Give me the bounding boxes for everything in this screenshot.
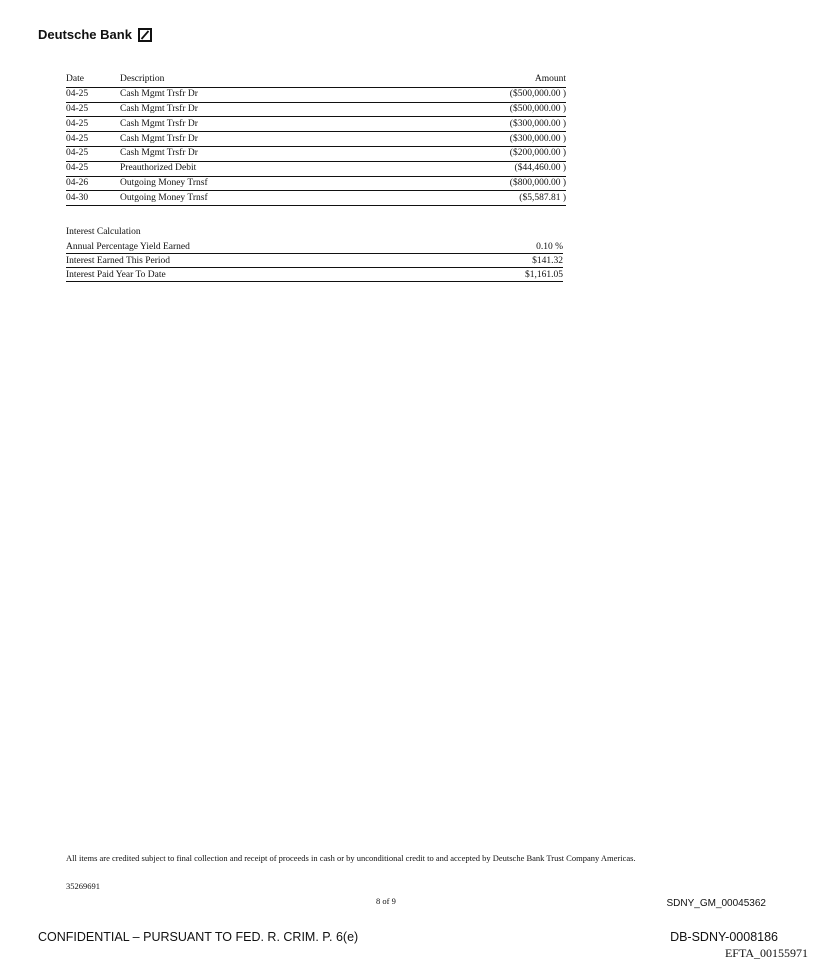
table-row (66, 191, 566, 206)
interest-value: $141.32 (532, 255, 563, 266)
db-document-id: DB-SDNY-0008186 (670, 930, 778, 944)
interest-value: 0.10 % (536, 241, 563, 252)
txn-date: 04-25 (66, 103, 89, 114)
table-row (66, 102, 566, 117)
table-row (66, 117, 566, 132)
txn-date: 04-25 (66, 163, 89, 174)
txn-amount: ($200,000.00 ) (509, 148, 566, 159)
column-header-description: Description (120, 74, 165, 85)
txn-description: Cash Mgmt Trsfr Dr (120, 103, 198, 114)
interest-label: Interest Paid Year To Date (66, 269, 166, 280)
txn-description: Preauthorized Debit (120, 163, 197, 174)
column-header-amount: Amount (534, 74, 566, 85)
txn-date: 04-26 (66, 177, 89, 188)
txn-amount: ($300,000.00 ) (509, 133, 566, 144)
bank-header (38, 27, 152, 42)
txn-description: Outgoing Money Trnsf (120, 192, 208, 203)
txn-amount: ($800,000.00 ) (509, 177, 566, 188)
account-number: 35269691 (66, 881, 100, 891)
txn-date: 04-25 (66, 89, 89, 100)
txn-amount: ($500,000.00 ) (509, 103, 566, 114)
txn-description: Cash Mgmt Trsfr Dr (120, 133, 198, 144)
bank-name: Deutsche Bank (38, 27, 132, 42)
interest-row (66, 240, 563, 254)
page-number: 8 of 9 (376, 896, 396, 906)
txn-date: 04-25 (66, 118, 89, 129)
disclaimer-text: All items are credited subject to final collection and receipt of proceeds in cash or by unconditional credit to and accepted by Deutsche Bank Trust Company Americas. (66, 853, 636, 863)
interest-value: $1,161.05 (525, 269, 563, 280)
interest-table (66, 240, 563, 282)
confidential-notice: CONFIDENTIAL – PURSUANT TO FED. R. CRIM. P. 6(e) (38, 930, 359, 944)
txn-amount: ($5,587.81 ) (519, 192, 566, 203)
transactions-table (66, 73, 566, 206)
table-row (66, 161, 566, 176)
txn-date: 04-25 (66, 133, 89, 144)
txn-date: 04-30 (66, 192, 89, 203)
txn-description: Outgoing Money Trnsf (120, 177, 208, 188)
interest-row (66, 268, 563, 282)
txn-description: Cash Mgmt Trsfr Dr (120, 148, 198, 159)
txn-amount: ($300,000.00 ) (509, 118, 566, 129)
deutsche-bank-logo-icon (138, 28, 152, 42)
bates-number-sdny: SDNY_GM_00045362 (666, 898, 766, 909)
table-row (66, 176, 566, 191)
interest-row (66, 254, 563, 268)
table-row (66, 146, 566, 161)
table-row (66, 132, 566, 147)
table-row (66, 87, 566, 102)
efta-document-id: EFTA_00155971 (724, 946, 808, 960)
transactions-header-row (66, 73, 566, 87)
txn-description: Cash Mgmt Trsfr Dr (120, 89, 198, 100)
txn-date: 04-25 (66, 148, 89, 159)
txn-description: Cash Mgmt Trsfr Dr (120, 118, 198, 129)
interest-label: Interest Earned This Period (66, 255, 171, 266)
interest-label: Annual Percentage Yield Earned (66, 241, 190, 252)
txn-amount: ($500,000.00 ) (509, 89, 566, 100)
txn-amount: ($44,460.00 ) (514, 163, 566, 174)
interest-calculation-title: Interest Calculation (66, 227, 141, 237)
column-header-date: Date (66, 74, 84, 85)
